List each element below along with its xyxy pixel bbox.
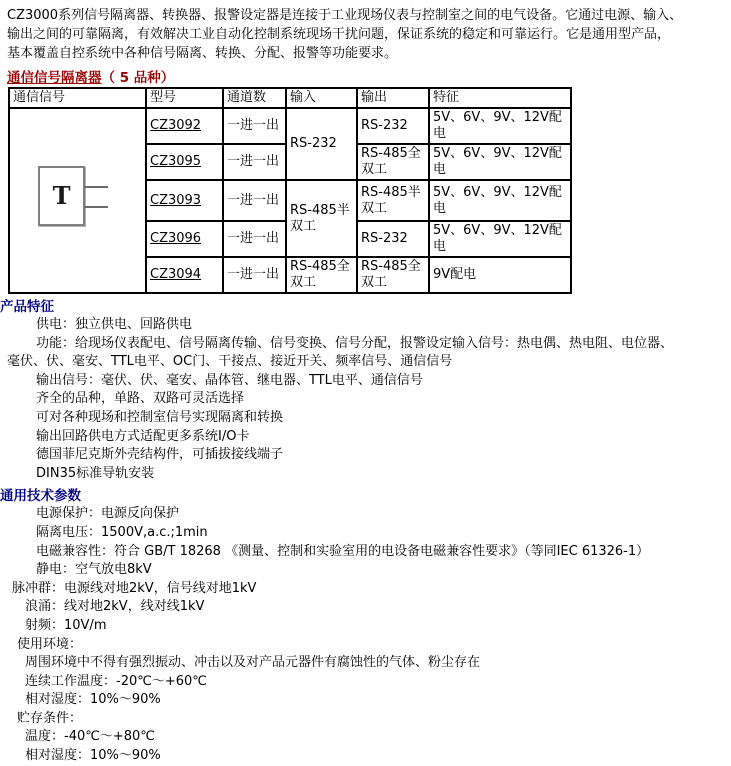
device-diagram-cell	[9, 108, 146, 293]
output-cell: RS-232	[357, 221, 429, 257]
model-link-cz3095[interactable]: CZ3095	[150, 154, 202, 169]
header-feature: 特征	[429, 88, 571, 108]
tech-line: 隔离电压：1500V,a.c.;1min	[36, 524, 208, 540]
tech-line: 电磁兼容性：符合 GB/T 18268 《测量、控制和实验室用的电设备电磁兼容性要求》（等同IEC 61326-1）	[36, 543, 650, 559]
intro-line: 输出之间的可靠隔离，有效解决工业自动化控制系统现场干扰问题，保证系统的稳定和可靠运行。它是通用型产品，	[7, 27, 671, 42]
feature-line: 德国菲尼克斯外壳结构件，可插拔接线端子	[36, 447, 284, 463]
tech-line: 连续工作温度：-20℃～+60℃	[25, 673, 207, 689]
output-cell: RS-485全双工	[357, 144, 429, 180]
device-pin-top	[84, 186, 108, 188]
feature-line: 毫伏、伏、毫安、TTL电平、OC门、干接点、接近开关、频率信号、通信信号	[7, 354, 453, 370]
tech-line: 相对湿度：10%～90%	[25, 748, 161, 764]
model-link-cz3093[interactable]: CZ3093	[150, 192, 202, 208]
intro-paragraph	[0, 0, 731, 63]
feature-line: 功能：给现场仪表配电、信号隔离传输、信号变换、信号分配，报警设定输入信号：热电偶、热电阻、电位器、	[36, 335, 674, 351]
model-link-cz3092[interactable]: CZ3092	[150, 118, 202, 133]
tech-line: 周围环境中不得有强烈振动、冲击以及对产品元器件有腐蚀性的气体、粉尘存在	[25, 655, 481, 671]
features-title: 产品特征	[0, 299, 54, 315]
table-header-row	[9, 88, 571, 108]
header-signal-type: 通信信号	[9, 88, 146, 108]
feature-cell: 5V、6V、9V、12V配电	[429, 180, 571, 221]
communication-isolator-link[interactable]: 通信信号隔离器	[7, 70, 102, 86]
model-cell	[146, 221, 223, 257]
feature-line: 齐全的品种，单路、双路可灵活选择	[36, 391, 245, 407]
tech-line: 脉冲群：电源线对地2kV，信号线对地1kV	[12, 580, 257, 596]
output-cell: RS-485全双工	[357, 257, 429, 293]
input-cell: RS-232	[286, 108, 357, 180]
features-list	[0, 316, 731, 483]
header-model: 型号	[146, 88, 223, 108]
section-title-communication-isolator	[7, 66, 731, 86]
tech-line: 相对湿度：10%～90%	[25, 692, 161, 708]
feature-cell: 5V、6V、9V、12V配电	[429, 108, 571, 144]
tech-line: 贮存条件：	[17, 710, 83, 726]
model-link-cz3096[interactable]: CZ3096	[150, 231, 202, 246]
channels-cell: 一进一出	[223, 221, 286, 257]
feature-line: 输出回路供电方式适配更多系统I/O卡	[36, 428, 250, 444]
output-cell: RS-232	[357, 108, 429, 144]
channels-cell: 一进一出	[223, 257, 286, 293]
tech-line: 射频：10V/m	[25, 617, 107, 633]
feature-line: 输出信号：毫伏、伏、毫安、晶体管、继电器、TTL电平、通信信号	[36, 372, 423, 388]
channels-cell: 一进一出	[223, 180, 286, 221]
feature-line: DIN35标准导轨安装	[36, 465, 155, 481]
device-label: T	[52, 180, 71, 210]
model-link-cz3094[interactable]: CZ3094	[150, 267, 202, 282]
feature-line: 可对各种现场和控制室信号实现隔离和转换	[36, 409, 284, 425]
product-table	[8, 87, 572, 294]
header-input: 输入	[286, 88, 357, 108]
intro-line: 基本覆盖自控系统中各种信号隔离、转换、分配、报警等功能要求。	[7, 46, 398, 61]
tech-line: 温度：-40℃～+80℃	[25, 729, 155, 745]
tech-list	[0, 505, 731, 765]
input-cell: RS-485全双工	[286, 257, 357, 293]
model-cell	[146, 257, 223, 293]
tech-line: 电源保护：电源反向保护	[36, 506, 180, 522]
device-box	[38, 166, 85, 226]
channels-cell: 一进一出	[223, 144, 286, 180]
tech-line: 浪涌：线对地2kV，线对线1kV	[25, 599, 205, 615]
device-diagram	[13, 125, 142, 277]
header-channels: 通道数	[223, 88, 286, 108]
model-cell	[146, 108, 223, 144]
tech-line: 静电：空气放电8kV	[36, 562, 152, 578]
input-cell: RS-485半双工	[286, 180, 357, 257]
intro-line: CZ3000系列信号隔离器、转换器、报警设定器是连接于工业现场仪表与控制室之间的电气设备。它通过电源、输入、	[7, 8, 683, 23]
channels-cell: 一进一出	[223, 108, 286, 144]
section-title-suffix: （ 5 品种）	[101, 70, 175, 86]
tech-line: 使用环境：	[17, 636, 83, 652]
model-cell	[146, 144, 223, 180]
table-row	[9, 108, 571, 144]
tech-title: 通用技术参数	[0, 488, 81, 505]
device-pin-bottom	[84, 206, 108, 208]
header-output: 输出	[357, 88, 429, 108]
output-cell: RS-485半双工	[357, 180, 429, 221]
feature-cell: 5V、6V、9V、12V配电	[429, 144, 571, 180]
model-cell	[146, 180, 223, 221]
feature-cell: 9V配电	[429, 257, 571, 293]
feature-line: 供电：独立供电、回路供电	[36, 317, 193, 332]
feature-cell: 5V、6V、9V、12V配电	[429, 221, 571, 257]
